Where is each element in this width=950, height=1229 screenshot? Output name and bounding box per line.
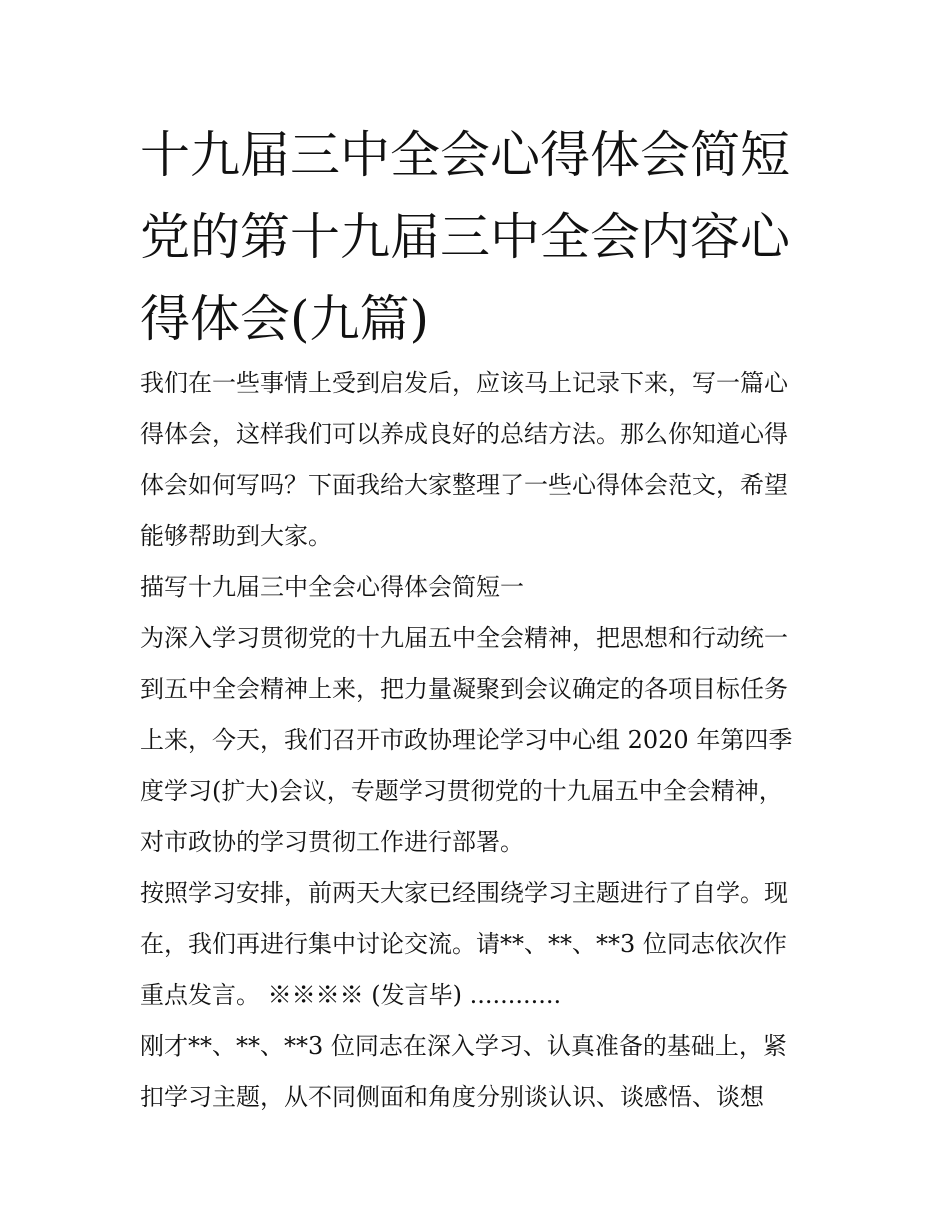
intro-line: 能够帮助到大家。 <box>140 522 332 550</box>
intro-line: 我们在一些事情上受到启发后，应该马上记录下来，写一篇心 <box>140 369 788 397</box>
paragraph-line: 为深入学习贯彻党的十九届五中全会精神，把思想和行动统一 <box>140 624 788 652</box>
paragraph-line: 对市政协的学习贯彻工作进行部署。 <box>140 828 524 856</box>
paragraph-line: 重点发言。 ※※※※ (发言毕) ............ <box>140 981 562 1009</box>
paragraph-line: 扣学习主题，从不同侧面和角度分别谈认识、谈感悟、谈想 <box>140 1083 764 1111</box>
title-line: 得体会(九篇) <box>140 290 430 348</box>
intro-line: 体会如何写吗？下面我给大家整理了一些心得体会范文，希望 <box>140 471 788 499</box>
paragraph-line: 到五中全会精神上来，把力量凝聚到会议确定的各项目标任务 <box>140 675 788 703</box>
title-line: 党的第十九届三中全会内容心 <box>140 208 790 266</box>
paragraph-line: 上来，今天，我们召开市政协理论学习中心组 2020 年第四季 <box>140 726 793 754</box>
intro-line: 得体会，这样我们可以养成良好的总结方法。那么你知道心得 <box>140 420 788 448</box>
paragraph-line: 刚才**、**、**3 位同志在深入学习、认真准备的基础上，紧 <box>140 1032 787 1060</box>
paragraph-line: 度学习(扩大)会议，专题学习贯彻党的十九届五中全会精神， <box>140 777 783 805</box>
title-line: 十九届三中全会心得体会简短 <box>140 126 790 184</box>
section-heading: 描写十九届三中全会心得体会简短一 <box>140 573 524 601</box>
document-title <box>140 114 830 360</box>
document-body <box>140 358 830 1123</box>
paragraph-line: 按照学习安排，前两天大家已经围绕学习主题进行了自学。现 <box>140 879 788 907</box>
paragraph-line: 在，我们再进行集中讨论交流。请**、**、**3 位同志依次作 <box>140 930 787 958</box>
